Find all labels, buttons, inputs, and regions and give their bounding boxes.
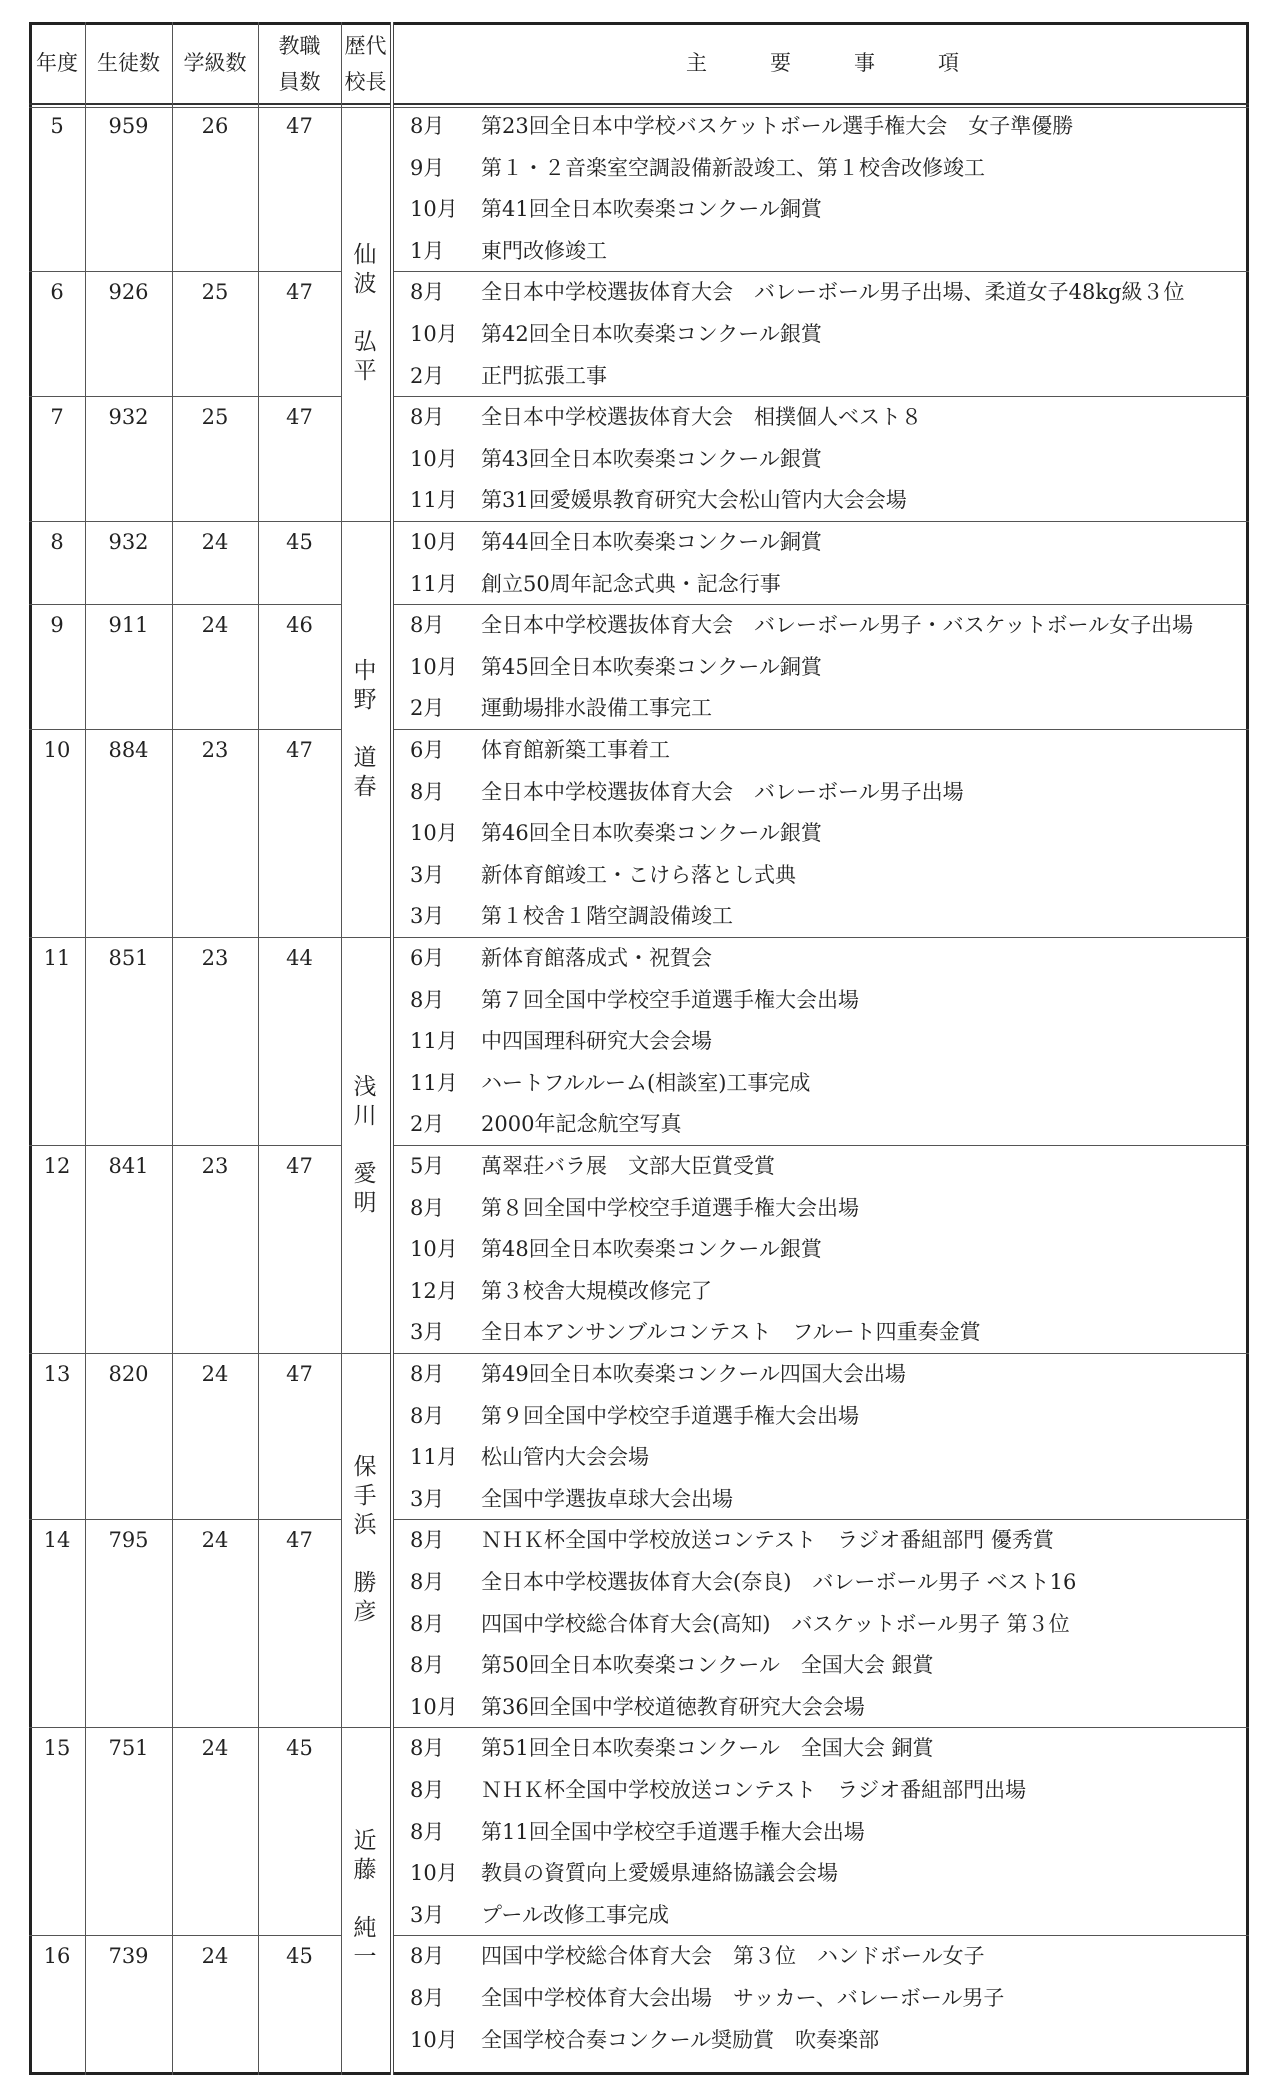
event-month: 10月 [410,654,458,679]
group-separator [29,937,1249,938]
year-cell: 5 [50,114,64,138]
event-text: ハートフルルーム(相談室)工事完成 [481,1070,811,1095]
event-month: 11月 [410,1070,458,1095]
event-month: 11月 [410,1445,458,1470]
row-separator [29,729,341,730]
event-text: 正門拡張工事 [481,363,607,388]
event-text: 四国中学校総合体育大会 第３位 ハンドボール女子 [481,1944,985,1969]
principal-char: 彦 [353,1599,377,1626]
classes-cell: 26 [201,114,229,138]
column-divider-double [390,22,394,2075]
classes-cell: 24 [201,1944,229,1969]
row-separator [390,271,1249,272]
event-text: 2000年記念航空写真 [481,1112,682,1137]
event-month: 8月 [410,1944,445,1969]
header-year: 年度 [36,51,78,75]
event-text: 新体育館竣工・こけら落とし式典 [481,862,796,887]
event-month: 10月 [410,530,458,554]
event-text: 東門改修竣工 [481,238,607,263]
event-text: 教員の資質向上愛媛県連絡協議会会場 [481,1861,838,1886]
row-separator [29,1519,341,1520]
event-text: 第45回全日本吹奏楽コンクール銅賞 [481,654,822,679]
event-text: 第43回全日本吹奏楽コンクール銀賞 [481,446,822,471]
column-divider [85,22,86,2075]
year-cell: 13 [43,1362,71,1386]
classes-cell: 23 [201,738,229,762]
event-month: 8月 [410,1528,445,1553]
staff-cell: 45 [286,1736,313,1761]
classes-cell: 24 [201,1362,229,1386]
staff-cell: 47 [286,738,313,762]
column-divider [258,22,259,2075]
event-month: 8月 [410,1362,445,1386]
column-divider [172,22,173,2075]
principal-char: 藤 [353,1857,377,1884]
event-text: 創立50周年記念式典・記念行事 [481,571,781,596]
principal-char [347,1885,383,1914]
event-text: 新体育館落成式・祝賀会 [481,946,712,970]
principal-name [347,1827,383,1972]
staff-cell: 47 [286,1528,313,1553]
row-separator [390,1519,1249,1520]
staff-cell: 47 [286,405,313,430]
students-cell: 795 [108,1528,149,1553]
header-divider [29,103,1249,105]
row-separator [390,604,1249,605]
principal-char: 愛 [353,1160,377,1187]
event-month: 10月 [410,446,458,471]
students-cell: 959 [108,114,149,138]
header-principal-line1: 歴代 [344,34,387,58]
row-separator [29,1935,341,1936]
students-cell: 851 [108,946,149,970]
classes-cell: 25 [201,280,229,305]
event-text: 全日本アンサンブルコンテスト フルート四重奏金賞 [481,1320,981,1345]
event-text: 第８回全国中学校空手道選手権大会出場 [481,1195,859,1220]
header-events: 主 要 事 項 [686,51,959,75]
header-principal-line2: 校長 [344,70,387,94]
event-month: 9月 [410,155,445,180]
event-text: 萬翠荘バラ展 文部大臣賞受賞 [481,1154,775,1178]
event-month: 8月 [410,987,445,1012]
event-text: 全日本中学校選抜体育大会 バレーボール男子出場、柔道女子48kg級３位 [481,280,1185,305]
event-month: 8月 [410,1195,445,1220]
event-text: 運動場排水設備工事完工 [481,696,712,721]
staff-cell: 47 [286,280,313,305]
event-month: 8月 [410,1819,445,1844]
event-month: 10月 [410,197,458,222]
event-month: 8月 [410,1986,445,2010]
principal-name [347,241,383,386]
event-month: 2月 [410,363,445,388]
staff-cell: 45 [286,530,313,554]
event-text: 体育館新築工事着工 [481,738,670,762]
staff-cell: 44 [286,946,313,970]
event-text: 第９回全国中学校空手道選手権大会出場 [481,1403,859,1428]
event-text: 全国学校合奏コンクール奨励賞 吹奏楽部 [481,2027,880,2052]
event-text: 全国中学校体育大会出場 サッカー、バレーボール男子 [481,1986,1005,2010]
staff-cell: 47 [286,1362,313,1386]
principal-char: 春 [353,773,377,800]
classes-cell: 23 [201,1154,229,1178]
principal-name [347,657,383,802]
principal-char: 波 [353,270,377,297]
event-text: 第49回全日本吹奏楽コンクール四国大会出場 [481,1362,906,1386]
header-staff-line1: 教職 [278,34,321,58]
principal-char: 勝 [353,1570,377,1597]
row-separator [29,1145,341,1146]
event-text: 全日本中学校選抜体育大会 バレーボール男子・バスケットボール女子出場 [481,613,1194,638]
principal-char: 浜 [353,1512,377,1539]
event-text: 第23回全日本中学校バスケットボール選手権大会 女子準優勝 [481,114,1074,138]
event-month: 8月 [410,405,445,430]
event-month: 10月 [410,1694,458,1719]
classes-cell: 25 [201,405,229,430]
row-separator [390,1935,1249,1936]
students-cell: 884 [108,738,149,762]
event-month: 12月 [410,1278,458,1303]
group-separator [29,1727,1249,1728]
event-text: 全国中学選抜卓球大会出場 [481,1486,733,1511]
event-month: 10月 [410,2027,458,2052]
event-text: 第36回全国中学校道徳教育研究大会会場 [481,1694,865,1719]
principal-char: 川 [353,1102,377,1129]
staff-cell: 47 [286,114,313,138]
principal-char: 弘 [353,328,377,355]
header-classes: 学級数 [183,51,247,75]
year-cell: 16 [43,1944,71,1969]
year-cell: 9 [50,613,64,638]
principal-char: 道 [353,744,377,771]
classes-cell: 23 [201,946,229,970]
event-month: 10月 [410,1237,458,1262]
event-text: 全日本中学校選抜体育大会 相撲個人ベスト８ [481,405,922,430]
header-staff-line2: 員数 [278,70,321,94]
year-cell: 10 [43,738,71,762]
year-cell: 12 [43,1154,71,1178]
event-month: 3月 [410,1486,445,1511]
principal-char: 明 [353,1189,377,1216]
event-month: 5月 [410,1154,445,1178]
principal-char: 中 [353,657,377,684]
event-month: 2月 [410,1112,445,1137]
event-text: 第１・２音楽室空調設備新設竣工、第１校舎改修竣工 [481,155,985,180]
principal-char: 野 [353,686,377,713]
students-cell: 926 [108,280,149,305]
year-cell: 15 [43,1736,71,1761]
students-cell: 841 [108,1154,149,1178]
event-text: 中四国理科研究大会会場 [481,1029,712,1054]
event-month: 3月 [410,862,445,887]
row-separator [390,1145,1249,1146]
event-text: ＮＨＫ杯全国中学校放送コンテスト ラジオ番組部門出場 [481,1778,1027,1802]
event-month: 2月 [410,696,445,721]
event-text: 第42回全日本吹奏楽コンクール銀賞 [481,322,822,346]
students-cell: 820 [108,1362,149,1386]
staff-cell: 47 [286,1154,313,1178]
event-month: 10月 [410,1861,458,1886]
principal-char [347,299,383,328]
event-text: 松山管内大会会場 [481,1445,649,1470]
students-cell: 751 [108,1736,149,1761]
event-text: 第11回全国中学校空手道選手権大会出場 [481,1819,865,1844]
event-month: 8月 [410,1611,445,1636]
event-month: 8月 [410,280,445,305]
column-divider [341,22,342,2075]
event-month: 3月 [410,1320,445,1345]
header-divider-inner [29,107,1249,108]
event-month: 3月 [410,904,445,929]
principal-char: 近 [353,1828,377,1855]
year-cell: 6 [50,280,64,305]
principal-char: 一 [353,1944,377,1971]
principal-name [347,1453,383,1627]
event-text: 第48回全日本吹奏楽コンクール銀賞 [481,1237,822,1262]
event-month: 11月 [410,488,458,513]
event-month: 10月 [410,821,458,846]
row-separator [29,604,341,605]
event-text: 第１校舎１階空調設備竣工 [481,904,733,929]
event-month: 11月 [410,571,458,596]
principal-char: 仙 [353,241,377,268]
event-text: 全日本中学校選抜体育大会 バレーボール男子出場 [481,779,964,804]
event-text: プール改修工事完成 [481,1902,669,1927]
event-text: 第46回全日本吹奏楽コンクール銀賞 [481,821,822,846]
principal-char: 浅 [353,1073,377,1100]
event-text: 第31回愛媛県教育研究大会松山管内大会会場 [481,488,907,513]
row-separator [390,396,1249,397]
event-text: 四国中学校総合体育大会(高知) バスケットボール男子 第３位 [481,1611,1070,1636]
staff-cell: 45 [286,1944,313,1969]
principal-name [347,1073,383,1218]
staff-cell: 46 [286,613,313,638]
classes-cell: 24 [201,1528,229,1553]
event-text: 第51回全日本吹奏楽コンクール 全国大会 銅賞 [481,1736,934,1761]
event-month: 8月 [410,1653,445,1678]
principal-char [347,1540,383,1569]
event-month: 8月 [410,1736,445,1761]
event-month: 6月 [410,738,445,762]
group-separator [29,1353,1249,1354]
year-cell: 7 [50,405,64,430]
principal-char: 純 [353,1915,377,1942]
year-cell: 14 [43,1528,71,1553]
students-cell: 911 [108,613,149,638]
row-separator [29,396,341,397]
event-month: 8月 [410,1778,445,1802]
row-separator [390,729,1249,730]
event-month: 6月 [410,946,445,970]
event-text: 第44回全日本吹奏楽コンクール銅賞 [481,530,822,554]
event-month: 3月 [410,1902,445,1927]
event-month: 8月 [410,779,445,804]
row-separator [29,271,341,272]
event-text: 第41回全日本吹奏楽コンクール銅賞 [481,197,822,222]
event-month: 8月 [410,613,445,638]
event-month: 1月 [410,238,445,263]
event-text: 第７回全国中学校空手道選手権大会出場 [481,987,859,1012]
classes-cell: 24 [201,530,229,554]
header-students: 生徒数 [97,51,160,75]
year-cell: 8 [50,530,64,554]
classes-cell: 24 [201,613,229,638]
event-text: 第３校舎大規模改修完了 [481,1278,712,1303]
event-month: 10月 [410,322,458,346]
event-text: ＮＨＫ杯全国中学校放送コンテスト ラジオ番組部門 優秀賞 [481,1528,1054,1553]
principal-char: 手 [353,1483,377,1510]
event-text: 第50回全日本吹奏楽コンクール 全国大会 銀賞 [481,1653,934,1678]
event-month: 8月 [410,114,445,138]
event-text: 全日本中学校選抜体育大会(奈良) バレーボール男子 ベスト16 [481,1570,1077,1594]
group-separator [29,521,1249,522]
principal-char [347,715,383,744]
event-month: 11月 [410,1029,458,1054]
students-cell: 932 [108,530,149,554]
classes-cell: 24 [201,1736,229,1761]
principal-char: 平 [353,357,377,384]
year-cell: 11 [43,946,71,970]
event-month: 8月 [410,1570,445,1594]
students-cell: 739 [108,1944,149,1969]
event-month: 8月 [410,1403,445,1428]
principal-char [347,1131,383,1160]
students-cell: 932 [108,405,149,430]
principal-char: 保 [353,1454,377,1481]
